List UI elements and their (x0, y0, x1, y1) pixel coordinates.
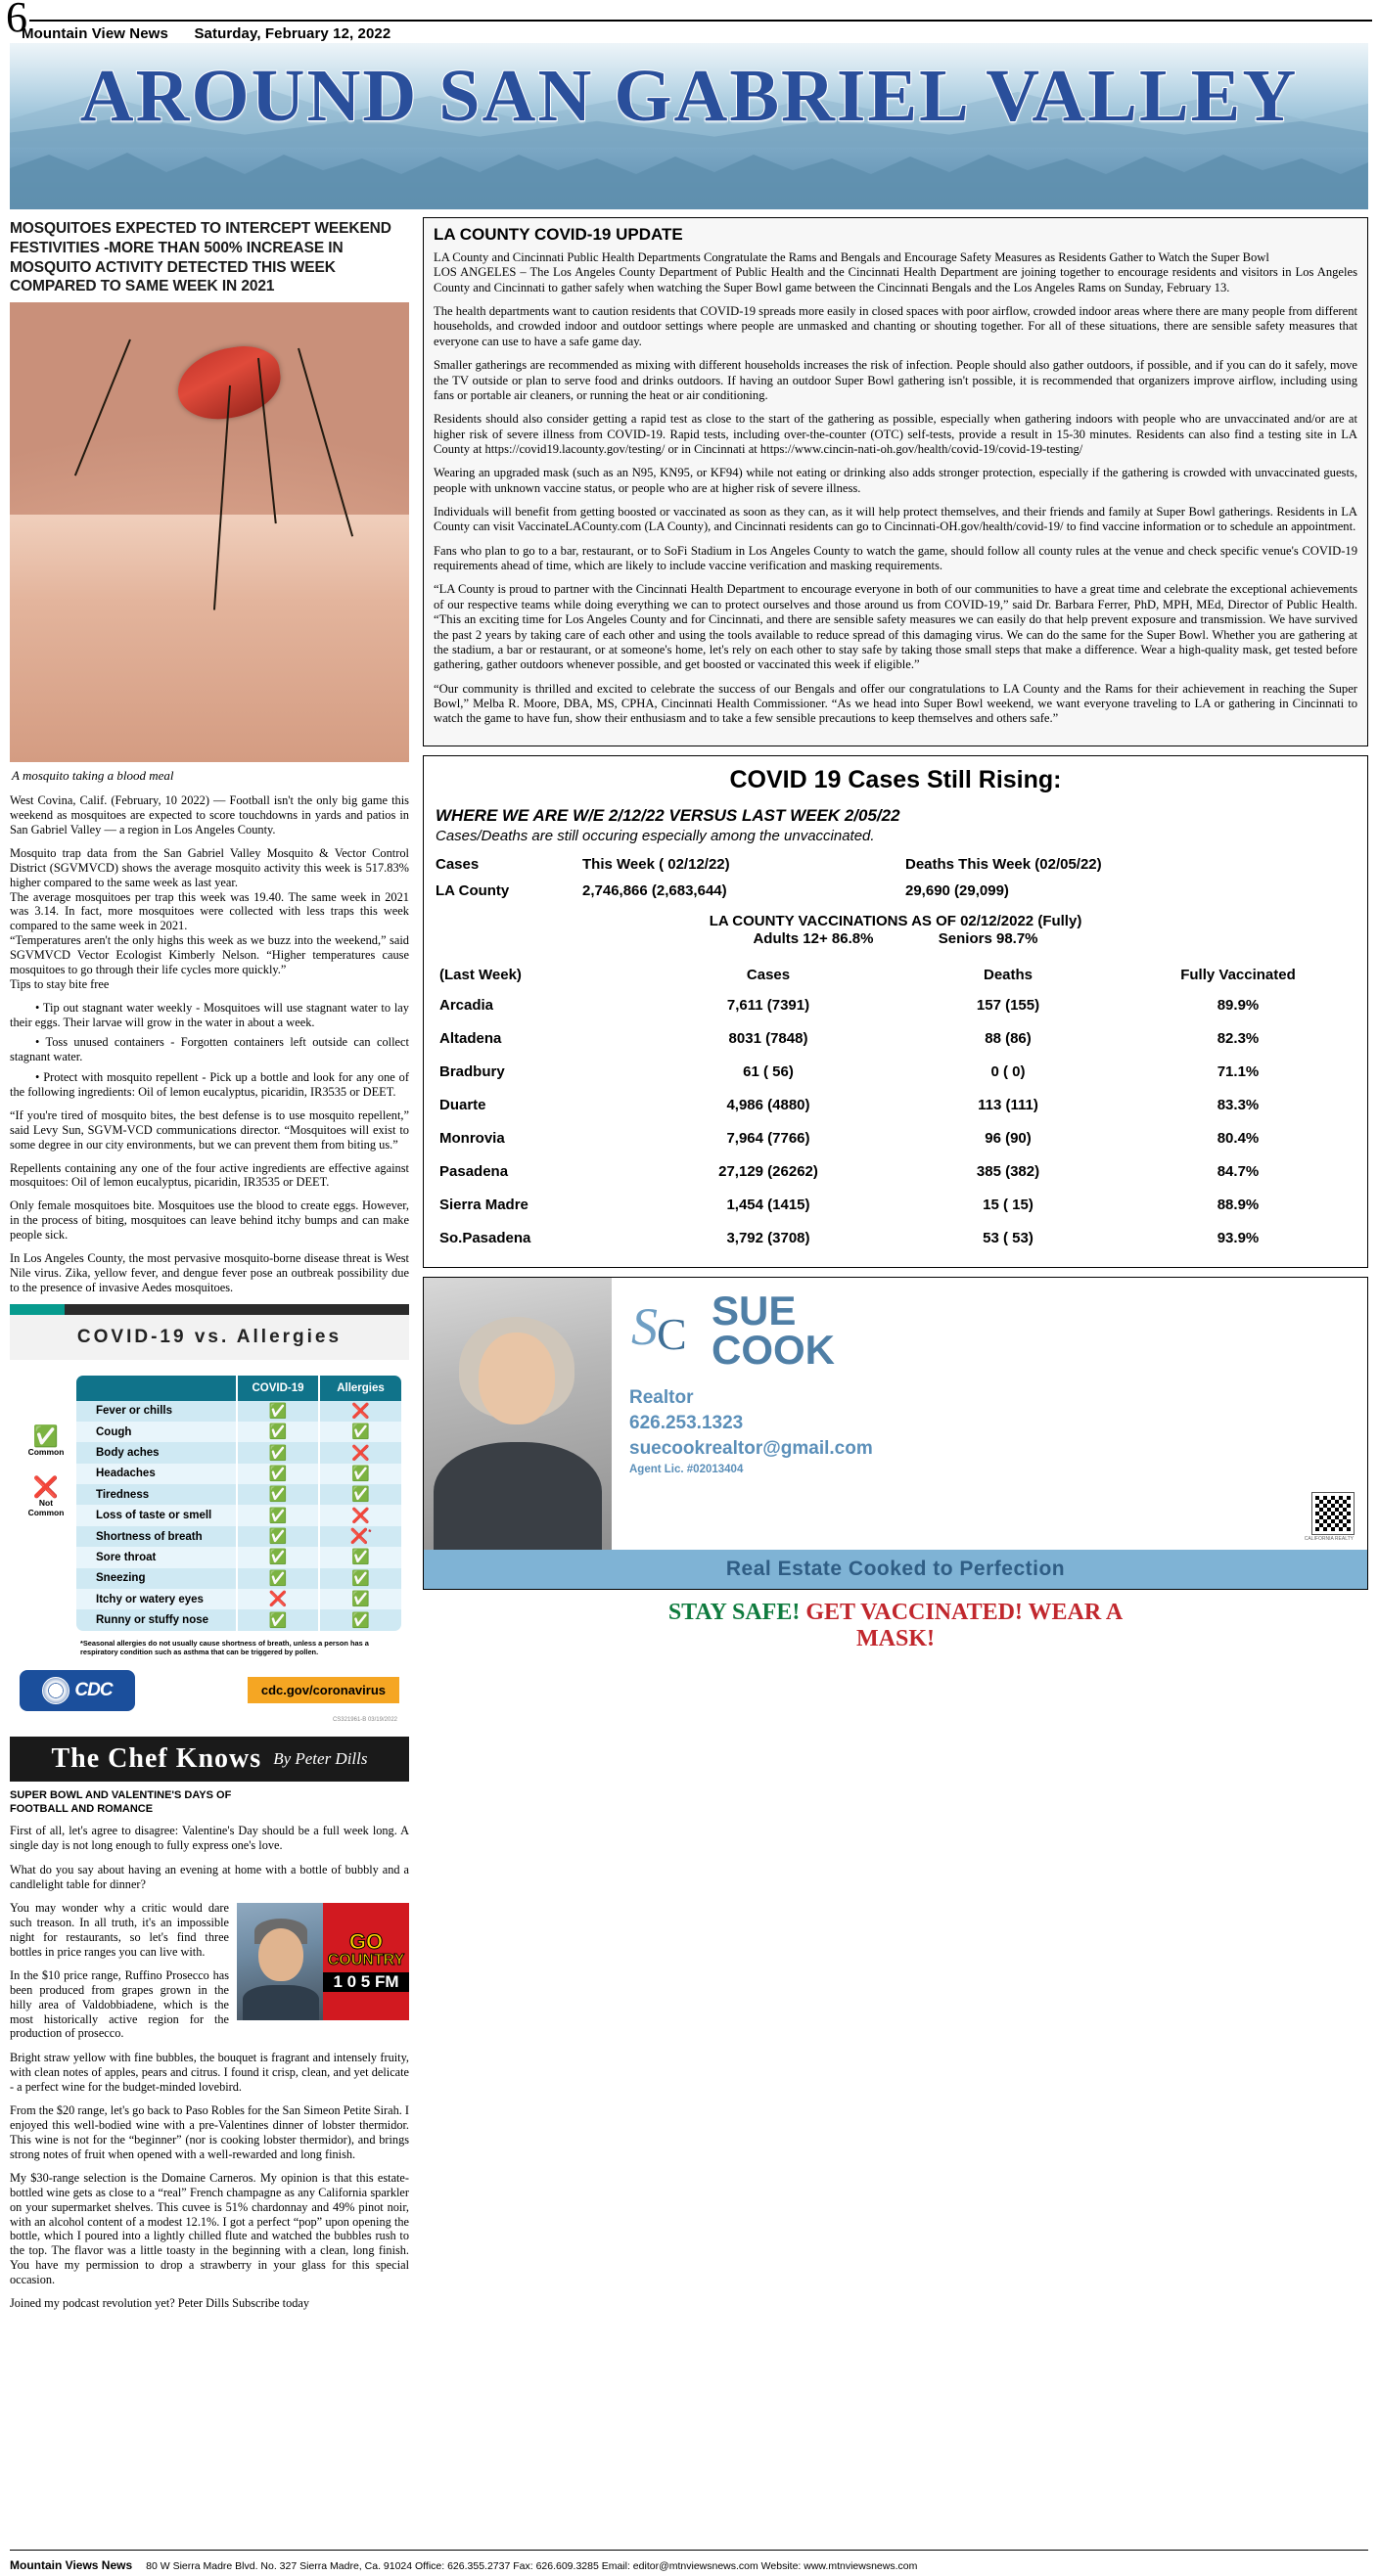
radio-ad-line3: 1 0 5 FM (323, 1972, 409, 1992)
city-cases-table (436, 961, 1355, 1255)
chef-knows-header (10, 1737, 409, 1782)
realtor-role: Realtor (629, 1387, 694, 1409)
chef-paragraph: You may wonder why a critic would dare such treason. In all truth, it's an impossible night for restaurants, so let's find three bottles in price ranges you can live with. (10, 1901, 229, 1959)
chef-paragraph: Bright straw yellow with fine bubbles, the bouquet is fragrant and intensely fruity, with clean notes of apples, pears and citrus. I found it crisp, clean, and yet delicate - a perfect wine for the budget-minded lovebird. (10, 2051, 409, 2094)
check-circle-icon: ✅ (351, 1569, 370, 1587)
table-header-row (76, 1376, 401, 1401)
check-circle-icon: ✅ (268, 1424, 288, 1441)
sue-cook-ad[interactable] (423, 1277, 1368, 1591)
portrait-torso (434, 1442, 602, 1550)
covid-paragraph: “LA County is proud to partner with the Cincinnati Health Department to encourage everyone in both of our communities to have a great time and celebrate the exceptional achievements of our respective teams while doing everything we can to protect ourselves and those around us from COVID-19,” said Dr. Barbara Ferrer, PhD, MPH, MEd, Director of Public Health. “This an exciting time for Los Angeles County and for Cincinnati, and there are sensible safety measures we can easily do that help prevent exposure and transmission. We have survived the past 2 years by taking care of each other and using the tools available to reduce spread of this damaging virus. We can do the same for the Super Bowl. Whether you are gathering at the stadium, a bar or restaurant, or at someone's home, let's rely on each other to stay safe by taking those small steps that make a difference. Wear a high-quality mask, get tested before gathering, gather outdoors whenever possible, and get boosted or vaccinated this week if eligible.” (434, 582, 1357, 672)
city-cases: 7,964 (7766) (726, 1130, 810, 1148)
chef-paragraph: From the $20 range, let's go back to Paso Robles for the San Simeon Petite Sirah. I enjoyed this well-bodied wine with a pre-Valentines dinner of lobster thermidor. This wine is not for the “beginner” (nor is cooking lobster thermidor), and brings strong notes of fruit when opened with a well-rewarded and long finish. (10, 2103, 409, 2161)
legend-not-common (16, 1477, 76, 1517)
city-deaths: 53 ( 53) (983, 1230, 1034, 1247)
folio-line (22, 25, 390, 42)
article-paragraph: Repellents containing any one of the four active ingredients are effective against mosquitoes: Oil of lemon eucalyptus, picaridin, IR3535 or DEET. (10, 1160, 409, 1190)
chef-paragraph: In the $10 price range, Ruffino Prosecco has been produced from grapes grown in the hilly area of Valdobbiadene, which is the most historically active region for the production of prosecco. (10, 1968, 229, 2041)
legend-not-common-label-1: Not (38, 1498, 54, 1509)
symptom-label: Runny or stuffy nose (76, 1609, 237, 1630)
legend-common (16, 1426, 76, 1457)
table-row (76, 1609, 401, 1630)
realtor-first-name: SUE (712, 1287, 797, 1333)
vax-seniors: Seniors 98.7% (938, 929, 1038, 947)
table-row (76, 1505, 401, 1525)
city-vaccinated: 93.9% (1217, 1230, 1260, 1247)
allergies-marker (319, 1401, 401, 1422)
cdc-topbar (10, 1304, 409, 1315)
realtor-last-name: COOK (712, 1327, 835, 1374)
la-county-cases: 2,746,866 (2,683,644) (582, 881, 727, 899)
right-column (423, 217, 1368, 1652)
realtor-email[interactable]: suecookrealtor@gmail.com (629, 1438, 873, 1460)
city-vaccinated: 84.7% (1217, 1163, 1260, 1181)
x-circle-icon: ❌ (268, 1591, 288, 1608)
mosquito-abdomen (173, 341, 286, 425)
col-deaths: Deaths (983, 966, 1034, 983)
symptom-label: Fever or chills (76, 1401, 237, 1422)
page-footer (10, 2558, 1368, 2572)
left-column (10, 217, 409, 2321)
list-item: • Toss unused containers - Forgotten containers left outside can collect stagnant water. (10, 1035, 409, 1064)
covid-marker (237, 1609, 319, 1630)
mosquito-headline: MOSQUITOES EXPECTED TO INTERCEPT WEEKEND FESTIVITIES -MORE THAN 500% INCREASE IN MOSQUITO ACTIVITY DETECTED THIS WEEK COMPARED TO SAME WEEK IN 2021 (10, 220, 391, 295)
article-paragraph: In Los Angeles County, the most pervasive mosquito-borne disease threat is West Nile virus. Zika, yellow fever, and dengue fever pose an outbreak possibility due to the presence of invasive Aedes mosquitoes. (10, 1250, 409, 1294)
allergies-marker (319, 1464, 401, 1484)
chef-byline: By Peter Dills (273, 1748, 368, 1768)
city-deaths: 113 (111) (978, 1097, 1038, 1114)
check-circle-icon: ✅ (351, 1549, 370, 1566)
symptom-label: Itchy or watery eyes (76, 1589, 237, 1609)
cases-header-deaths: Deaths This Week (02/05/22) (905, 855, 1102, 873)
legend-common-label: Common (27, 1446, 65, 1457)
cases-subtitle-2: Cases/Deaths are still occuring especially among the unvaccinated. (436, 827, 875, 844)
portrait-shirt (243, 1985, 319, 2020)
sc-monogram-icon: S C (631, 1297, 687, 1360)
covid-paragraph: Fans who plan to go to a bar, restaurant, or to SoFi Stadium in Los Angeles County to watch the game, should follow all county rules at the venue and check specific venue's COVID-19 requirements ahead of time, which are likely to include vaccine verification and masking requirements. (434, 543, 1357, 573)
check-circle-icon: ✅ (268, 1549, 288, 1566)
go-country-radio-ad[interactable] (323, 1903, 409, 2020)
city-table-body (436, 989, 1355, 1255)
realtor-phone[interactable]: 626.253.1323 (629, 1413, 744, 1434)
realtor-portrait (424, 1278, 612, 1551)
col-header-allergies: Allergies (319, 1376, 401, 1401)
city-cases: 7,611 (7391) (726, 997, 810, 1015)
table-row (76, 1422, 401, 1442)
chef-subhead-line2: FOOTBALL AND ROMANCE (10, 1802, 154, 1815)
radio-ad-line2: COUNTRY (327, 1952, 405, 1969)
city-deaths: 88 (86) (985, 1030, 1032, 1048)
cdc-doc-code: CS321961-B 03/19/2022 (332, 1716, 397, 1723)
check-circle-icon: ✅ (351, 1591, 370, 1608)
cdc-footnote: *Seasonal allergies do not usually cause shortness of breath, unless a person has a respiratory condition such as asthma that can be triggered by pollen. (80, 1638, 369, 1656)
covid-update-body (424, 250, 1367, 727)
vaccination-stats (436, 930, 1355, 947)
table-row (76, 1464, 401, 1484)
article-paragraph: “Temperatures aren't the only highs this week as we buzz into the weekend,” said SGVMVCD Vector Ecologist Kimberly Nelson. “Higher temperatures cause mosquitoes to go through their life cycles more quickly.” (10, 933, 409, 976)
section-banner (10, 43, 1368, 149)
check-circle-icon: ✅ (268, 1402, 288, 1420)
cdc-title: COVID-19 vs. Allergies (76, 1326, 343, 1347)
covid-update-box (423, 217, 1368, 746)
qr-block (629, 1475, 1354, 1534)
covid-marker (237, 1401, 319, 1422)
la-county-row (436, 882, 1355, 899)
brokerage-caption: CALIFORNIA REALTY (1304, 1536, 1354, 1543)
la-county-deaths: 29,690 (29,099) (905, 881, 1009, 899)
cases-header-thisweek: This Week ( 02/12/22) (582, 855, 730, 873)
mosquito-article-body (10, 793, 409, 1294)
vaccination-header: LA COUNTY VACCINATIONS AS OF 02/12/2022 (Fully) (709, 912, 1082, 929)
cases-header-row (436, 856, 1355, 873)
chef-paragraph: My $30-range selection is the Domaine Carneros. My opinion is that this estate-bottled wine gets as close to a “real” French champagne as any California sparkler on your supermarket shelves. This cuvee is 51% chardonnay and 49% pinot noir, with an alcohol content of a modest 12.1%. I got a perfect “pop” upon opening the bottle, which I poured into a lightly chilled flute and watched the bubbles rush to the top. The flavor was a little toasty in the beginning with a clean, long finish. You have my permission to drop a strawberry in your glass for this special occasion. (10, 2171, 409, 2286)
check-circle-icon: ✅ (268, 1444, 288, 1462)
check-circle-icon: ✅ (351, 1465, 370, 1482)
city-vaccinated: 71.1% (1217, 1063, 1260, 1081)
la-county-label: LA County (436, 881, 510, 899)
covid-marker (237, 1422, 319, 1442)
radio-ad-line1: GO (348, 1929, 384, 1955)
city-vaccinated: 80.4% (1217, 1130, 1260, 1148)
ad-tagline-bar (424, 1550, 1367, 1589)
table-row (436, 1122, 1355, 1155)
tree-band (10, 149, 1368, 209)
ad-tagline: Real Estate Cooked to Perfection (725, 1558, 1066, 1581)
allergies-marker (319, 1547, 401, 1567)
cdc-infographic (10, 1304, 409, 1731)
covid-marker (237, 1526, 319, 1547)
x-circle-icon: ❌ (351, 1444, 370, 1462)
safety-banner-line2: MASK! (856, 1626, 935, 1652)
allergies-marker (319, 1422, 401, 1442)
covid-vs-allergies-table (76, 1376, 401, 1631)
publication-date: Saturday, February 12, 2022 (194, 25, 391, 42)
page-number: 6 (6, 0, 27, 41)
table-row (76, 1442, 401, 1463)
city-name: Pasadena (439, 1163, 509, 1181)
city-deaths: 0 ( 0) (990, 1063, 1026, 1081)
table-row (436, 1155, 1355, 1189)
allergies-marker (319, 1589, 401, 1609)
sue-name-block (712, 1287, 835, 1374)
cdc-wordmark: CDC (74, 1679, 113, 1700)
symptom-label: Sneezing (76, 1568, 237, 1589)
check-circle-icon: ✅ (32, 1424, 60, 1448)
symptom-label: Loss of taste or smell (76, 1505, 237, 1525)
check-circle-icon: ✅ (351, 1486, 370, 1504)
check-circle-icon: ✅ (268, 1611, 288, 1629)
list-item: • Tip out stagnant water weekly - Mosquitoes will use stagnant water to lay their eggs. Their larvae will grow in the water in about a week. (10, 1001, 409, 1030)
covid-marker (237, 1484, 319, 1505)
chef-subhead-line1: SUPER BOWL AND VALENTINE'S DAYS OF (10, 1788, 232, 1801)
portrait-face (479, 1333, 555, 1424)
ad-top (424, 1278, 1367, 1551)
chef-paragraph: What do you say about having an evening at home with a bottle of bubbly and a candlelight table for dinner? (10, 1862, 409, 1891)
chef-article-body (10, 1824, 409, 2311)
article-paragraph: Tips to stay bite free (10, 976, 110, 991)
check-circle-icon: ✅ (268, 1569, 288, 1587)
city-name: Arcadia (439, 997, 494, 1015)
forest-silhouette-icon (10, 149, 1368, 209)
x-circle-icon: ❌ (32, 1475, 60, 1500)
city-cases: 8031 (7848) (728, 1030, 808, 1048)
table-row (76, 1547, 401, 1567)
table-row (436, 1222, 1355, 1255)
city-vaccinated: 82.3% (1217, 1030, 1260, 1048)
check-circle-icon: ✅ (351, 1424, 370, 1441)
covid-marker (237, 1464, 319, 1484)
vax-adults: Adults 12+ 86.8% (753, 929, 874, 947)
mosquito-leg (74, 339, 131, 476)
allergies-marker (319, 1609, 401, 1630)
skin-area (10, 515, 409, 763)
hhs-seal-icon (42, 1677, 69, 1704)
table-row (76, 1484, 401, 1505)
city-cases: 61 ( 56) (743, 1063, 794, 1081)
city-deaths: 385 (382) (976, 1163, 1040, 1181)
covid-paragraph: Individuals will benefit from getting boosted or vaccinated as soon as they can, as it will help protect themselves, and their friends and family at Super Bowl gatherings. Residents in LA County can visit VaccinateLACounty.com (LA County), and Cincinnati residents can go to Cincinnati-OH.gov/health/covid-19/ to find vaccine information or to schedule an appointment. (434, 505, 1357, 534)
covid-update-title: LA COUNTY COVID-19 UPDATE (434, 225, 683, 244)
check-circle-icon: ✅ (351, 1611, 370, 1629)
covid-cases-box (423, 755, 1368, 1268)
cases-header-label: Cases (436, 855, 480, 873)
chef-media-block (237, 1903, 409, 2020)
mosquito-photo (10, 302, 409, 762)
symptom-label: Shortness of breath (76, 1526, 237, 1547)
allergies-marker (319, 1442, 401, 1463)
covid-marker (237, 1589, 319, 1609)
table-row (76, 1568, 401, 1589)
get-vaccinated-text: GET VACCINATED! WEAR A (805, 1600, 1124, 1626)
covid-paragraph: Residents should also consider getting a rapid test as close to the start of the gathering as possible, especially when gathering indoors with people who are unvaccinated and/or are at higher risk of severe illness from COVID-19. Rapid tests, including over-the-counter (OTC) self-tests, provide a result in 15-30 minutes. Residents can also find a testing site in LA County at https://covid19.lacounty.gov/testing/ or in Cincinnati at https://www.cincin-nati-oh.gov/health/covid-19/covid-19-testing/ (434, 412, 1357, 456)
city-cases: 3,792 (3708) (726, 1230, 810, 1247)
cdc-footer (10, 1656, 409, 1715)
check-circle-icon: ✅ (268, 1465, 288, 1482)
chef-subhead (10, 1782, 409, 1825)
list-item: • Protect with mosquito repellent - Pick up a bottle and look for any one of the following ingredients: Oil of lemon eucalyptus, picaridin, IR3535 or DEET. (10, 1070, 409, 1100)
covid-paragraph: The health departments want to caution residents that COVID-19 spreads more easily in closed spaces with poor airflow, crowded indoor areas where there are many people from different households, and crowded indoor and outdoor settings where people are unmasked and chanting or shouting together. For all of these situations, there are sensible safety measures that everyone can use to have a safe game day. (434, 304, 1357, 348)
city-name: Sierra Madre (439, 1197, 528, 1214)
article-paragraph: West Covina, Calif. (February, 10 2022) — Football isn't the only big game this weekend as mosquitoes are expected to score touchdowns in yards and patios in San Gabriel Valley — a region in Los Angeles County. (10, 793, 409, 837)
city-table-header (436, 961, 1355, 989)
table-row (436, 1022, 1355, 1056)
stay-safe-text: STAY SAFE! (667, 1600, 801, 1626)
city-name: Altadena (439, 1030, 502, 1048)
table-row (76, 1401, 401, 1422)
prevention-tips-list (10, 1001, 409, 1100)
city-deaths: 157 (155) (976, 997, 1040, 1015)
covid-marker (237, 1505, 319, 1525)
table-body (76, 1401, 401, 1631)
chef-column-title: The Chef Knows (51, 1742, 262, 1774)
hhs-cdc-logo (20, 1670, 135, 1711)
city-vaccinated: 83.3% (1217, 1097, 1260, 1114)
table-row (436, 989, 1355, 1022)
chef-paragraph: First of all, let's agree to disagree: Valentine's Day should be a full week long. A single day is not long enough to fully express one's love. (10, 1824, 409, 1852)
symptom-label: Headaches (76, 1464, 237, 1484)
symptom-label: Tiredness (76, 1484, 237, 1505)
col-header-covid: COVID-19 (237, 1376, 319, 1401)
table-row (76, 1526, 401, 1547)
cdc-header (10, 1315, 409, 1360)
city-cases: 4,986 (4880) (726, 1097, 810, 1114)
publication-name: Mountain View News (22, 25, 168, 42)
col-cases: Cases (746, 966, 791, 983)
x-circle-icon: ❌ (351, 1507, 370, 1524)
article-paragraph: Mosquito trap data from the San Gabriel Valley Mosquito & Vector Control District (SGVMVCD) shows the average mosquito activity this week is 517.83% higher compared to the same week as last year. (10, 845, 409, 889)
city-vaccinated: 89.9% (1217, 997, 1260, 1015)
check-circle-icon: ✅ (268, 1528, 288, 1545)
col-last-week: (Last Week) (439, 966, 522, 983)
allergies-marker (319, 1505, 401, 1525)
table-row (436, 1089, 1355, 1122)
legend-not-common-label-2: Common (27, 1508, 65, 1518)
city-cases: 27,129 (26262) (718, 1163, 818, 1181)
x-circle-icon: ❌ (351, 1402, 370, 1420)
symptom-label: Sore throat (76, 1547, 237, 1567)
city-name: Duarte (439, 1097, 486, 1114)
mosquito-leg (298, 348, 353, 537)
footer-brand: Mountain Views News (10, 2558, 133, 2572)
banner-title: AROUND SAN GABRIEL VALLEY (79, 54, 1299, 137)
article-paragraph: The average mosquitoes per trap this week was 19.40. The same week in 2021 was 3.14. In fact, more mosquitoes were collected with less traps this week compared to the same week in 2021. (10, 889, 409, 933)
cdc-legend (16, 1376, 76, 1631)
city-name: So.Pasadena (439, 1230, 531, 1247)
covid-paragraph: LA County and Cincinnati Public Health Departments Congratulate the Rams and Bengals and Encourage Safety Measures as Residents Gather to Watch the Super Bowl (434, 250, 1269, 264)
cdc-topbar-dark (65, 1304, 409, 1315)
covid-paragraph: Wearing an upgraded mask (such as an N95, KN95, or KF94) while not eating or drinking also adds stronger protection, especially if the gathering is crowded with unvaccinated guests, people with unknown vaccine status, or people who are at higher risk of severe illness. (434, 466, 1357, 495)
allergies-marker (319, 1526, 401, 1547)
cdc-url-button[interactable]: cdc.gov/coronavirus (248, 1677, 399, 1703)
symptom-label: Body aches (76, 1442, 237, 1463)
check-circle-icon: ✅ (268, 1507, 288, 1524)
city-name: Monrovia (439, 1130, 505, 1148)
cases-subtitle-1: WHERE WE ARE W/E 2/12/22 VERSUS LAST WEEK 2/05/22 (436, 805, 900, 825)
article-paragraph: “If you're tired of mosquito bites, the best defense is to use mosquito repellent,” said Levy Sun, SGVM-VCD communications director. “Mosquitoes will exist to some degree in our city environments, but we can prevent them from biting us.” (10, 1107, 409, 1152)
covid-marker (237, 1547, 319, 1567)
city-vaccinated: 88.9% (1217, 1197, 1260, 1214)
col-fully-vaccinated: Fully Vaccinated (1180, 966, 1296, 983)
realtor-license: Agent Lic. #02013404 (629, 1464, 744, 1476)
ad-details (612, 1278, 1367, 1551)
col-header-symptom (76, 1376, 237, 1401)
safety-banner-line1 (423, 1600, 1368, 1626)
city-cases: 1,454 (1415) (726, 1197, 810, 1214)
city-name: Bradbury (439, 1063, 505, 1081)
qr-code-icon[interactable] (1312, 1493, 1354, 1534)
check-circle-icon: ✅ (268, 1486, 288, 1504)
footer-rule (10, 2550, 1368, 2552)
cdc-topbar-teal (10, 1304, 65, 1315)
sc-logo (629, 1287, 1354, 1374)
table-row (76, 1589, 401, 1609)
portrait-face (258, 1928, 303, 1981)
table-row (436, 1056, 1355, 1089)
covid-paragraph: “Our community is thrilled and excited to celebrate the success of our Bengals and offer our congratulations to LA County and the Rams for their achievement in reaching the Super Bowl,” Melba R. Moore, DBA, MS, CPHA, Cincinnati Health Commissioner. “As we head into Super Bowl weekend, we want everyone traveling to LA or gathering in Cincinnati to watch the game to have fun, show their enthusiasm and to take a few sensible precautions to keep themselves and others safe.” (434, 681, 1357, 726)
covid-marker (237, 1442, 319, 1463)
x-circle-icon: ❌* (349, 1528, 372, 1545)
covid-paragraph: Smaller gatherings are recommended as mixing with different households increases the risk of infection. People should also gather outdoors, if possible, and if you can do it safely, move the TV outside or plan to serve food and drinks outdoors. If having an outdoor Super Bowl gathering isn't possible, it is recommended that organizers improve airflow, including using fans or portable air cleaners, or running the heat or air conditioning. (434, 358, 1357, 402)
covid-paragraph: LOS ANGELES – The Los Angeles County Department of Public Health and the Cincinnati Health Department are joining together to encourage residents and visitors in Los Angeles County and Cincinnati to gather safely when watching the Super Bowl game between the Cincinnati Bengals and the Los Angeles Rams on Sunday, February 13. (434, 265, 1357, 294)
covid-marker (237, 1568, 319, 1589)
top-rule (29, 20, 1372, 22)
allergies-marker (319, 1484, 401, 1505)
cdc-table-wrap (10, 1360, 409, 1631)
chef-portrait-photo (237, 1903, 323, 2020)
photo-caption: A mosquito taking a blood meal (12, 768, 174, 784)
article-paragraph: Only female mosquitoes bite. Mosquitoes use the blood to create eggs. However, in the process of biting, mosquitoes can leave behind itchy bumps and can make people sick. (10, 1198, 409, 1243)
symptom-label: Cough (76, 1422, 237, 1442)
city-deaths: 15 ( 15) (983, 1197, 1034, 1214)
city-deaths: 96 (90) (985, 1130, 1032, 1148)
footer-address: 80 W Sierra Madre Blvd. No. 327 Sierra Madre, Ca. 91024 Office: 626.355.2737 Fax: 626.609.3285 Email: editor@mtnviewsnews.com Website: www.mtnviewsnews.com (146, 2560, 918, 2572)
cases-title: COVID 19 Cases Still Rising: (729, 765, 1062, 793)
chef-paragraph: Joined my podcast revolution yet? Peter Dills Subscribe today (10, 2296, 309, 2311)
table-row (436, 1189, 1355, 1222)
allergies-marker (319, 1568, 401, 1589)
